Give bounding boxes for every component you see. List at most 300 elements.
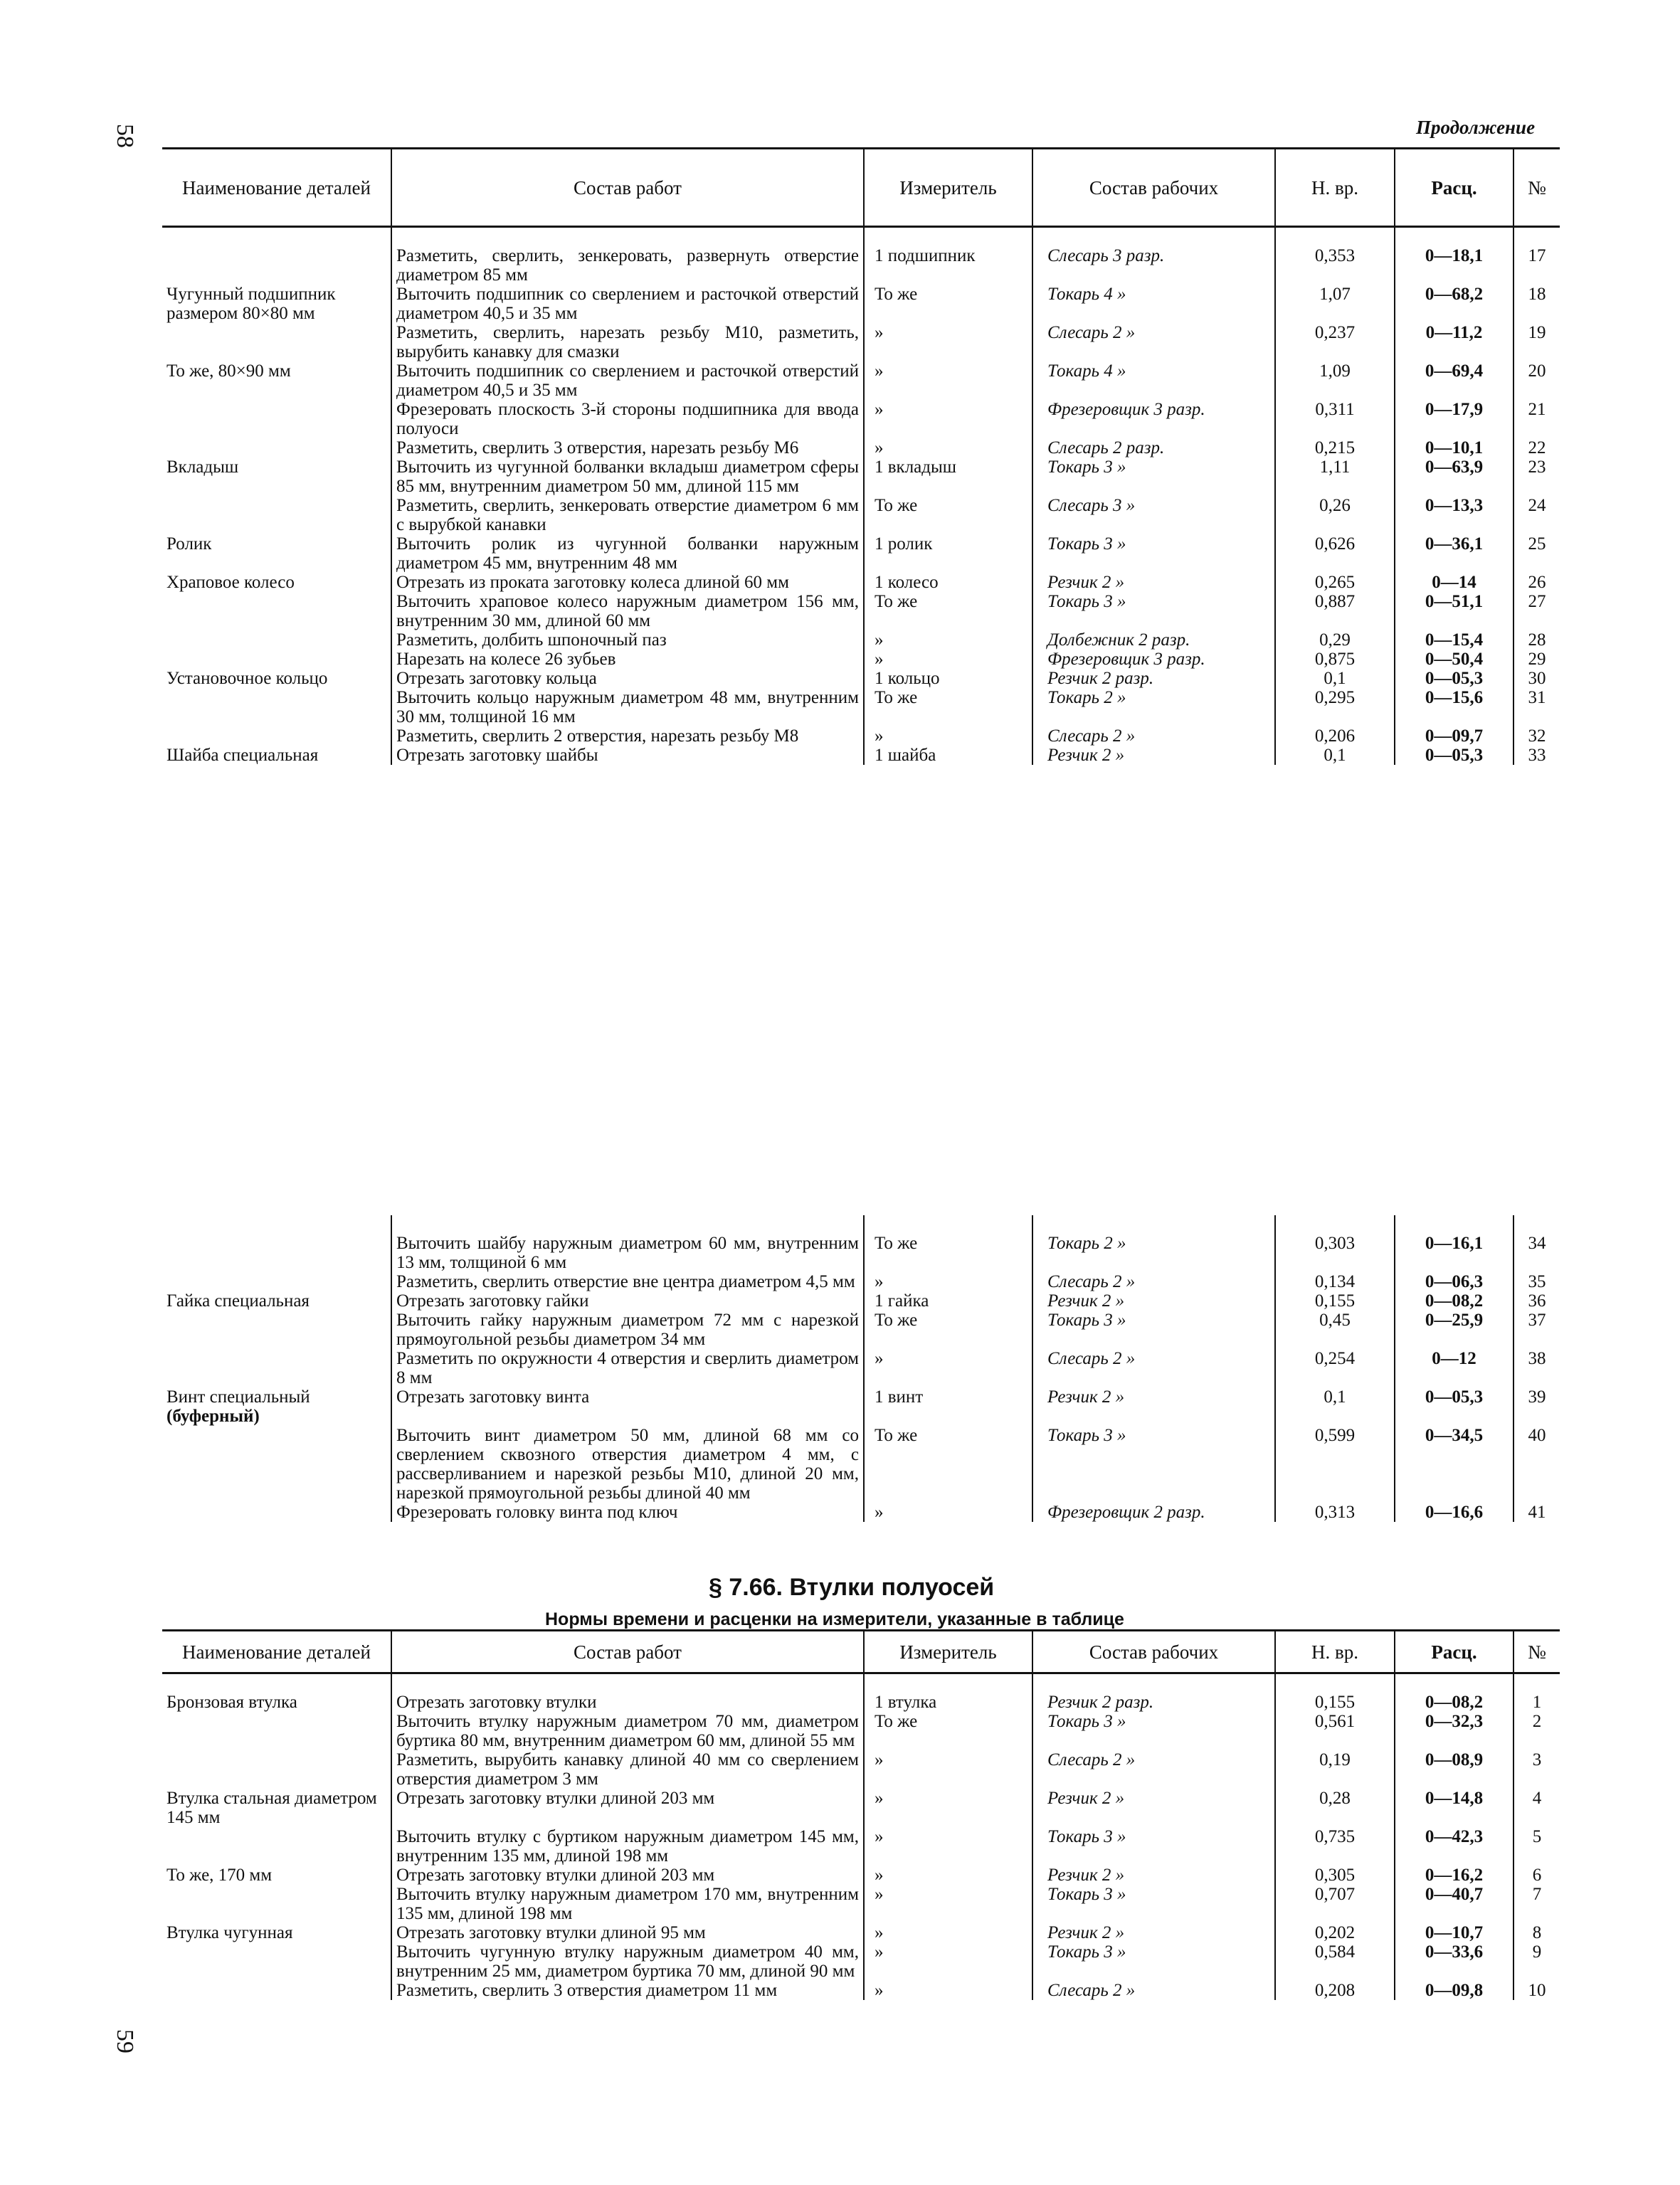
table-row bbox=[162, 573, 1560, 592]
table-row-unit: 1 гайка bbox=[864, 1291, 1032, 1311]
table-row-workers: Токарь 3 » bbox=[1032, 592, 1275, 630]
table-row bbox=[162, 400, 1560, 438]
table-row-unit: 1 винт bbox=[864, 1387, 1032, 1426]
table-row-rasc: 0—68,2 bbox=[1395, 285, 1513, 323]
table-row-nv: 0,303 bbox=[1275, 1215, 1395, 1272]
table-row-unit: » bbox=[864, 1923, 1032, 1942]
table-row-unit: 1 колесо bbox=[864, 573, 1032, 592]
table-row-nv: 0,28 bbox=[1275, 1789, 1395, 1827]
table-row-work: Отрезать заготовку втулки длиной 95 мм bbox=[391, 1923, 864, 1942]
table-row-workers: Слесарь 2 » bbox=[1032, 323, 1275, 361]
table-row-name: Гайка специальная bbox=[167, 1291, 310, 1311]
table-row-workers: Долбежник 2 разр. bbox=[1032, 630, 1275, 650]
table-row-nv: 0,237 bbox=[1275, 323, 1395, 361]
table-row-name bbox=[162, 1712, 391, 1750]
table-row-work: Разметить, сверлить 3 отверстия диаметром 11 мм bbox=[391, 1981, 864, 2000]
table-row-name bbox=[162, 1503, 391, 1522]
table-row-name bbox=[162, 1215, 391, 1272]
table-row-nv: 0,202 bbox=[1275, 1923, 1395, 1942]
header-workers: Состав рабочих bbox=[1032, 1631, 1275, 1673]
table-row-work: Выточить чугунную втулку наружным диаметром 40 мм, внутренним 25 мм, диаметром буртика 70 мм, длиной 90 мм bbox=[391, 1942, 864, 1981]
table-row-work: Фрезеровать головку винта под ключ bbox=[391, 1503, 864, 1522]
table-row-rasc: 0—69,4 bbox=[1395, 361, 1513, 400]
table-1-body bbox=[162, 227, 1560, 766]
table-row-rasc: 0—11,2 bbox=[1395, 323, 1513, 361]
table-row-rasc: 0—17,9 bbox=[1395, 400, 1513, 438]
table-row-rasc: 0—18,1 bbox=[1395, 227, 1513, 285]
table-row-num: 23 bbox=[1513, 457, 1560, 496]
table-row-name: Установочное кольцо bbox=[167, 669, 328, 688]
table-row bbox=[162, 457, 1560, 496]
table-row bbox=[162, 650, 1560, 669]
table-row-unit: 1 ролик bbox=[864, 534, 1032, 573]
table-row-num: 7 bbox=[1513, 1885, 1560, 1923]
header-num: № bbox=[1513, 1631, 1560, 1673]
table-row-nv: 1,11 bbox=[1275, 457, 1395, 496]
table-row bbox=[162, 1673, 1560, 1713]
table-row-work: Разметить, сверлить, зенкеровать, развернуть отверстие диаметром 85 мм bbox=[391, 227, 864, 285]
table-row-unit: » bbox=[864, 1789, 1032, 1827]
table-row-unit: » bbox=[864, 650, 1032, 669]
table-row bbox=[162, 1750, 1560, 1789]
table-row-num: 41 bbox=[1513, 1503, 1560, 1522]
table-row-name bbox=[162, 400, 391, 438]
table-row-rasc: 0—05,3 bbox=[1395, 1387, 1513, 1426]
table-row-rasc: 0—36,1 bbox=[1395, 534, 1513, 573]
table-row-work: Разметить, долбить шпоночный паз bbox=[391, 630, 864, 650]
table-row-name: То же, 170 мм bbox=[167, 1866, 273, 1885]
table-row-num: 22 bbox=[1513, 438, 1560, 457]
table-row-nv: 0,875 bbox=[1275, 650, 1395, 669]
table-row-nv: 0,254 bbox=[1275, 1349, 1395, 1387]
table-row-rasc: 0—16,1 bbox=[1395, 1215, 1513, 1272]
table-row-num: 9 bbox=[1513, 1942, 1560, 1981]
table-row-rasc: 0—06,3 bbox=[1395, 1272, 1513, 1291]
detail-name-note: (буферный) bbox=[167, 1407, 260, 1426]
table-row-workers: Резчик 2 » bbox=[1032, 1291, 1275, 1311]
table-row-nv: 0,295 bbox=[1275, 688, 1395, 726]
table-row-nv: 0,45 bbox=[1275, 1311, 1395, 1349]
table-row-unit: » bbox=[864, 438, 1032, 457]
table-row-workers: Слесарь 2 » bbox=[1032, 1349, 1275, 1387]
table-row-workers: Слесарь 2 » bbox=[1032, 1750, 1275, 1789]
table-row-work: Выточить втулку с буртиком наружным диаметром 145 мм, внутренним 135 мм, длиной 198 мм bbox=[391, 1827, 864, 1866]
table-row-work: Выточить втулку наружным диаметром 70 мм, диаметром буртика 80 мм, внутренним диаметром 60 мм, длиной 55 мм bbox=[391, 1712, 864, 1750]
table-row-name: Бронзовая втулка bbox=[167, 1693, 297, 1712]
table-row-num: 39 bbox=[1513, 1387, 1560, 1426]
table-row-name: Вкладыш bbox=[167, 457, 239, 477]
table-row-nv: 0,155 bbox=[1275, 1291, 1395, 1311]
table-row bbox=[162, 592, 1560, 630]
table-row bbox=[162, 1885, 1560, 1923]
table-row-nv: 0,313 bbox=[1275, 1503, 1395, 1522]
table-row-rasc: 0—51,1 bbox=[1395, 592, 1513, 630]
table-row bbox=[162, 1712, 1560, 1750]
table-row-rasc: 0—05,3 bbox=[1395, 669, 1513, 688]
table-row-work: Разметить, сверлить отверстие вне центра диаметром 4,5 мм bbox=[391, 1272, 864, 1291]
table-row bbox=[162, 1291, 1560, 1311]
table-row-nv: 0,1 bbox=[1275, 669, 1395, 688]
table-row-name bbox=[162, 1750, 391, 1789]
table-row bbox=[162, 285, 1560, 323]
table-row-rasc: 0—32,3 bbox=[1395, 1712, 1513, 1750]
table-row-workers: Слесарь 2 разр. bbox=[1032, 438, 1275, 457]
table-row-rasc: 0—15,4 bbox=[1395, 630, 1513, 650]
table-row-workers: Резчик 2 разр. bbox=[1032, 1673, 1275, 1713]
table-row-rasc: 0—05,3 bbox=[1395, 746, 1513, 765]
table-row-rasc: 0—14,8 bbox=[1395, 1789, 1513, 1827]
table-row-nv: 0,311 bbox=[1275, 400, 1395, 438]
table-row-num: 3 bbox=[1513, 1750, 1560, 1789]
table-row-num: 37 bbox=[1513, 1311, 1560, 1349]
table-row-rasc: 0—42,3 bbox=[1395, 1827, 1513, 1866]
table-row-name bbox=[162, 227, 391, 285]
table-row-unit: » bbox=[864, 1942, 1032, 1981]
table-row bbox=[162, 1789, 1560, 1827]
header-name: Наименование деталей bbox=[162, 1631, 391, 1673]
table-row-num: 26 bbox=[1513, 573, 1560, 592]
table-row-nv: 0,19 bbox=[1275, 1750, 1395, 1789]
table-row-name: Втулка чугунная bbox=[167, 1923, 293, 1942]
table-row bbox=[162, 669, 1560, 688]
table-row bbox=[162, 1311, 1560, 1349]
table-row-unit: То же bbox=[864, 592, 1032, 630]
table-row-work: Выточить кольцо наружным диаметром 48 мм, внутренним 30 мм, толщиной 16 мм bbox=[391, 688, 864, 726]
table-row-nv: 1,09 bbox=[1275, 361, 1395, 400]
table-row-workers: Токарь 3 » bbox=[1032, 1426, 1275, 1503]
table-row-unit: » bbox=[864, 630, 1032, 650]
table-row-work: Выточить подшипник со сверлением и расточкой отверстий диаметром 40,5 и 35 мм bbox=[391, 361, 864, 400]
table-row bbox=[162, 323, 1560, 361]
table-row-work: Выточить винт диаметром 50 мм, длиной 68 мм со сверлением сквозного отверстия диаметром 4 мм, с рассверливанием и нарезкой резьбы M10, длиной 20 мм, нарезкой прямоугольной резьбы длиной 40 мм bbox=[391, 1426, 864, 1503]
table-row-num: 34 bbox=[1513, 1215, 1560, 1272]
table-row-work: Нарезать на колесе 26 зубьев bbox=[391, 650, 864, 669]
table-row-rasc: 0—16,6 bbox=[1395, 1503, 1513, 1522]
table-row-nv: 0,626 bbox=[1275, 534, 1395, 573]
table-row-name bbox=[162, 1349, 391, 1387]
table-row-unit: 1 подшипник bbox=[864, 227, 1032, 285]
table-row bbox=[162, 1272, 1560, 1291]
continuation-label: Продолжение bbox=[1416, 117, 1536, 138]
table-row-rasc: 0—33,6 bbox=[1395, 1942, 1513, 1981]
table-row-work: Выточить храповое колесо наружным диаметром 156 мм, внутренним 30 мм, длиной 60 мм bbox=[391, 592, 864, 630]
table-row-nv: 0,29 bbox=[1275, 630, 1395, 650]
table-row-rasc: 0—15,6 bbox=[1395, 688, 1513, 726]
table-row-num: 35 bbox=[1513, 1272, 1560, 1291]
table-row bbox=[162, 534, 1560, 573]
table-row-nv: 0,206 bbox=[1275, 726, 1395, 746]
table-row-workers: Токарь 4 » bbox=[1032, 285, 1275, 323]
table-row-rasc: 0—12 bbox=[1395, 1349, 1513, 1387]
table-row-rasc: 0—50,4 bbox=[1395, 650, 1513, 669]
table-3-body bbox=[162, 1673, 1560, 2001]
table-row-unit: » bbox=[864, 1349, 1032, 1387]
table-row-rasc: 0—13,3 bbox=[1395, 496, 1513, 534]
table-row-workers: Слесарь 2 » bbox=[1032, 1981, 1275, 2000]
table-row-rasc: 0—63,9 bbox=[1395, 457, 1513, 496]
table-row-work: Выточить ролик из чугунной болванки наружным диаметром 45 мм, внутренним 48 мм bbox=[391, 534, 864, 573]
table-row bbox=[162, 227, 1560, 285]
table-row-workers: Токарь 2 » bbox=[1032, 1215, 1275, 1272]
table-row-nv: 0,155 bbox=[1275, 1673, 1395, 1713]
table-row-workers: Резчик 2 » bbox=[1032, 1789, 1275, 1827]
table-row-work: Фрезеровать плоскость 3-й стороны подшипника для ввода полуоси bbox=[391, 400, 864, 438]
table-row-unit: То же bbox=[864, 688, 1032, 726]
table-row-unit: » bbox=[864, 1503, 1032, 1522]
table-row-workers: Резчик 2 » bbox=[1032, 1387, 1275, 1426]
table-row-nv: 0,599 bbox=[1275, 1426, 1395, 1503]
table-row-nv: 0,208 bbox=[1275, 1981, 1395, 2000]
table-row-nv: 0,707 bbox=[1275, 1885, 1395, 1923]
table-row-name bbox=[162, 688, 391, 726]
table-row-workers: Резчик 2 » bbox=[1032, 573, 1275, 592]
table-row-num: 4 bbox=[1513, 1789, 1560, 1827]
table-row-name bbox=[162, 1311, 391, 1349]
table-row-work: Отрезать заготовку шайбы bbox=[391, 746, 864, 765]
table-row-work: Отрезать заготовку винта bbox=[391, 1387, 864, 1426]
table-row-workers: Токарь 3 » bbox=[1032, 1942, 1275, 1981]
table-row-workers: Токарь 3 » bbox=[1032, 534, 1275, 573]
table-row-name bbox=[162, 1272, 391, 1291]
page-number-top: 58 bbox=[112, 124, 138, 148]
table-row-work: Отрезать из проката заготовку колеса длиной 60 мм bbox=[391, 573, 864, 592]
table-row-name bbox=[162, 630, 391, 650]
table-row-num: 25 bbox=[1513, 534, 1560, 573]
table-row-num: 32 bbox=[1513, 726, 1560, 746]
table-row-name: Ролик bbox=[167, 534, 212, 554]
table-row-workers: Токарь 2 » bbox=[1032, 688, 1275, 726]
table-row-work: Отрезать заготовку втулки длиной 203 мм bbox=[391, 1866, 864, 1885]
section-title: § 7.66. Втулки полуосей bbox=[709, 1574, 995, 1601]
table-row-workers: Фрезеровщик 3 разр. bbox=[1032, 650, 1275, 669]
table-row-unit: » bbox=[864, 1885, 1032, 1923]
table-row-num: 2 bbox=[1513, 1712, 1560, 1750]
table-row-unit: То же bbox=[864, 1311, 1032, 1349]
table-row-work: Выточить втулку наружным диаметром 170 мм, внутренним 135 мм, длиной 198 мм bbox=[391, 1885, 864, 1923]
table-row bbox=[162, 1866, 1560, 1885]
table-row-num: 27 bbox=[1513, 592, 1560, 630]
table-row-rasc: 0—40,7 bbox=[1395, 1885, 1513, 1923]
table-row-workers: Токарь 3 » bbox=[1032, 1311, 1275, 1349]
table-row-rasc: 0—08,2 bbox=[1395, 1673, 1513, 1713]
table-row-rasc: 0—09,8 bbox=[1395, 1981, 1513, 2000]
table-row-num: 33 bbox=[1513, 746, 1560, 765]
table-row-nv: 0,353 bbox=[1275, 227, 1395, 285]
table-row-rasc: 0—09,7 bbox=[1395, 726, 1513, 746]
table-row-workers: Слесарь 3 » bbox=[1032, 496, 1275, 534]
table-row-workers: Токарь 3 » bbox=[1032, 457, 1275, 496]
table-row-workers: Резчик 2 » bbox=[1032, 1866, 1275, 1885]
table-row-name: Храповое колесо bbox=[167, 573, 295, 592]
table-row-unit: То же bbox=[864, 496, 1032, 534]
table-row bbox=[162, 1923, 1560, 1942]
table-row-nv: 0,1 bbox=[1275, 746, 1395, 765]
table-row-num: 8 bbox=[1513, 1923, 1560, 1942]
header-workers: Состав рабочих bbox=[1032, 149, 1275, 227]
table-row bbox=[162, 1426, 1560, 1503]
table-row-rasc: 0—25,9 bbox=[1395, 1311, 1513, 1349]
table-row-work: Разметить по окружности 4 отверстия и сверлить диаметром 8 мм bbox=[391, 1349, 864, 1387]
table-row-num: 5 bbox=[1513, 1827, 1560, 1866]
table-row-work: Отрезать заготовку гайки bbox=[391, 1291, 864, 1311]
table-row-workers: Токарь 3 » bbox=[1032, 1885, 1275, 1923]
table-row-num: 30 bbox=[1513, 669, 1560, 688]
table-row-name bbox=[162, 1885, 391, 1923]
header-name: Наименование деталей bbox=[162, 149, 391, 227]
table-row-name bbox=[162, 726, 391, 746]
table-row-nv: 0,735 bbox=[1275, 1827, 1395, 1866]
table-row-work: Выточить гайку наружным диаметром 72 мм с нарезкой прямоугольной резьбы диаметром 34 мм bbox=[391, 1311, 864, 1349]
table-row-work: Выточить из чугунной болванки вкладыш диаметром сферы 85 мм, внутренним диаметром 50 мм, длиной 115 мм bbox=[391, 457, 864, 496]
header-rasc: Расц. bbox=[1395, 1631, 1513, 1673]
table-row-num: 29 bbox=[1513, 650, 1560, 669]
table-row-name: Чугунный подшипник размером 80×80 мм bbox=[167, 285, 336, 323]
table-row-workers: Резчик 2 » bbox=[1032, 746, 1275, 765]
table-row-unit: 1 втулка bbox=[864, 1673, 1032, 1713]
table-row-name bbox=[162, 323, 391, 361]
table-row-rasc: 0—16,2 bbox=[1395, 1866, 1513, 1885]
table-row-name: То же, 80×90 мм bbox=[167, 361, 291, 381]
table-row-rasc: 0—14 bbox=[1395, 573, 1513, 592]
table-row-name bbox=[162, 1827, 391, 1866]
table-row-name bbox=[162, 496, 391, 534]
table-row-unit: » bbox=[864, 361, 1032, 400]
table-row-nv: 0,215 bbox=[1275, 438, 1395, 457]
table-row-unit: » bbox=[864, 1866, 1032, 1885]
table-row-num: 24 bbox=[1513, 496, 1560, 534]
table-row-name bbox=[162, 1942, 391, 1981]
table-row-work: Разметить, сверлить, зенкеровать отверстие диаметром 6 мм с вырубкой канавки bbox=[391, 496, 864, 534]
table-row bbox=[162, 1387, 1560, 1426]
table-row-name bbox=[162, 438, 391, 457]
header-unit: Измеритель bbox=[864, 1631, 1032, 1673]
table-row-workers: Токарь 3 » bbox=[1032, 1712, 1275, 1750]
table-row-name bbox=[162, 1981, 391, 2000]
table-row bbox=[162, 496, 1560, 534]
table-row-nv: 0,561 bbox=[1275, 1712, 1395, 1750]
table-row-work: Выточить подшипник со сверлением и расточкой отверстий диаметром 40,5 и 35 мм bbox=[391, 285, 864, 323]
table-row-name bbox=[162, 1387, 391, 1426]
table-row bbox=[162, 630, 1560, 650]
table-row bbox=[162, 438, 1560, 457]
table-row-workers: Слесарь 2 » bbox=[1032, 726, 1275, 746]
table-row-num: 28 bbox=[1513, 630, 1560, 650]
table-row-num: 31 bbox=[1513, 688, 1560, 726]
table-row-name: Шайба специальная bbox=[167, 746, 319, 765]
table-row-num: 38 bbox=[1513, 1349, 1560, 1387]
table-row-unit: » bbox=[864, 726, 1032, 746]
table-row-work: Выточить шайбу наружным диаметром 60 мм, внутренним 13 мм, толщиной 6 мм bbox=[391, 1215, 864, 1272]
table-row-workers: Токарь 3 » bbox=[1032, 1827, 1275, 1866]
table-row-num: 17 bbox=[1513, 227, 1560, 285]
header-num: № bbox=[1513, 149, 1560, 227]
table-row-work: Разметить, сверлить 3 отверстия, нарезать резьбу M6 bbox=[391, 438, 864, 457]
table-row bbox=[162, 1349, 1560, 1387]
table-row-workers: Фрезеровщик 2 разр. bbox=[1032, 1503, 1275, 1522]
norms-table-3 bbox=[162, 1629, 1560, 2000]
table-row-workers: Слесарь 3 разр. bbox=[1032, 227, 1275, 285]
table-row-num: 1 bbox=[1513, 1673, 1560, 1713]
table-row bbox=[162, 1981, 1560, 2000]
section-subtitle: Нормы времени и расценки на измерители, указанные в таблице bbox=[545, 1609, 1124, 1629]
table-row-work: Разметить, вырубить канавку длиной 40 мм со сверлением отверстия диаметром 3 мм bbox=[391, 1750, 864, 1789]
header-rasc: Расц. bbox=[1395, 149, 1513, 227]
table-row-num: 10 bbox=[1513, 1981, 1560, 2000]
table-2-body bbox=[162, 1215, 1560, 1522]
table-row-num: 21 bbox=[1513, 400, 1560, 438]
table-row-work: Разметить, сверлить, нарезать резьбу M10, разметить, вырубить канавку для смазки bbox=[391, 323, 864, 361]
table-row-work: Отрезать заготовку втулки длиной 203 мм bbox=[391, 1789, 864, 1827]
table-row-num: 20 bbox=[1513, 361, 1560, 400]
table-row-rasc: 0—34,5 bbox=[1395, 1426, 1513, 1503]
table-row-workers: Резчик 2 » bbox=[1032, 1923, 1275, 1942]
table-row-unit: » bbox=[864, 1750, 1032, 1789]
page-number-bottom: 59 bbox=[112, 2029, 138, 2053]
table-row-num: 6 bbox=[1513, 1866, 1560, 1885]
table-row-rasc: 0—08,9 bbox=[1395, 1750, 1513, 1789]
table-row-unit: 1 вкладыш bbox=[864, 457, 1032, 496]
table-row-workers: Фрезеровщик 3 разр. bbox=[1032, 400, 1275, 438]
table-row bbox=[162, 688, 1560, 726]
table-row-nv: 0,265 bbox=[1275, 573, 1395, 592]
table-row-workers: Токарь 4 » bbox=[1032, 361, 1275, 400]
table-row-rasc: 0—10,7 bbox=[1395, 1923, 1513, 1942]
table-row-work: Отрезать заготовку втулки bbox=[391, 1673, 864, 1713]
table-row-nv: 0,305 bbox=[1275, 1866, 1395, 1885]
table-row-rasc: 0—10,1 bbox=[1395, 438, 1513, 457]
table-row-name: Втулка стальная диаметром 145 мм bbox=[167, 1789, 377, 1827]
table-row-name bbox=[162, 1426, 391, 1503]
table-row bbox=[162, 1942, 1560, 1981]
table-row-nv: 0,1 bbox=[1275, 1387, 1395, 1426]
table-row-unit: » bbox=[864, 323, 1032, 361]
header-nv: Н. вр. bbox=[1275, 1631, 1395, 1673]
table-row-num: 40 bbox=[1513, 1426, 1560, 1503]
table-row-unit: То же bbox=[864, 285, 1032, 323]
header-unit: Измеритель bbox=[864, 149, 1032, 227]
table-row-unit: » bbox=[864, 400, 1032, 438]
table-row-unit: 1 шайба bbox=[864, 746, 1032, 765]
table-row-num: 18 bbox=[1513, 285, 1560, 323]
table-row-unit: » bbox=[864, 1827, 1032, 1866]
table-row bbox=[162, 361, 1560, 400]
table-row-name bbox=[162, 592, 391, 630]
table-row bbox=[162, 1827, 1560, 1866]
table-row bbox=[162, 746, 1560, 765]
table-row-name bbox=[162, 650, 391, 669]
table-row-workers: Резчик 2 разр. bbox=[1032, 669, 1275, 688]
table-row-unit: 1 кольцо bbox=[864, 669, 1032, 688]
norms-table-2 bbox=[162, 1215, 1560, 1522]
table-row-unit: То же bbox=[864, 1426, 1032, 1503]
table-row-work: Отрезать заготовку кольца bbox=[391, 669, 864, 688]
table-row bbox=[162, 1215, 1560, 1272]
header-work: Состав работ bbox=[391, 149, 864, 227]
table-row-num: 19 bbox=[1513, 323, 1560, 361]
table-row-nv: 1,07 bbox=[1275, 285, 1395, 323]
table-row-work: Разметить, сверлить 2 отверстия, нарезать резьбу M8 bbox=[391, 726, 864, 746]
norms-table-1 bbox=[162, 147, 1560, 765]
table-row-unit: То же bbox=[864, 1712, 1032, 1750]
table-row-workers: Слесарь 2 » bbox=[1032, 1272, 1275, 1291]
table-row-unit: » bbox=[864, 1272, 1032, 1291]
detail-name: Винт специальный bbox=[167, 1387, 310, 1407]
table-row-nv: 0,26 bbox=[1275, 496, 1395, 534]
table-row-num: 36 bbox=[1513, 1291, 1560, 1311]
table-row-nv: 0,887 bbox=[1275, 592, 1395, 630]
header-work: Состав работ bbox=[391, 1631, 864, 1673]
table-row-nv: 0,584 bbox=[1275, 1942, 1395, 1981]
